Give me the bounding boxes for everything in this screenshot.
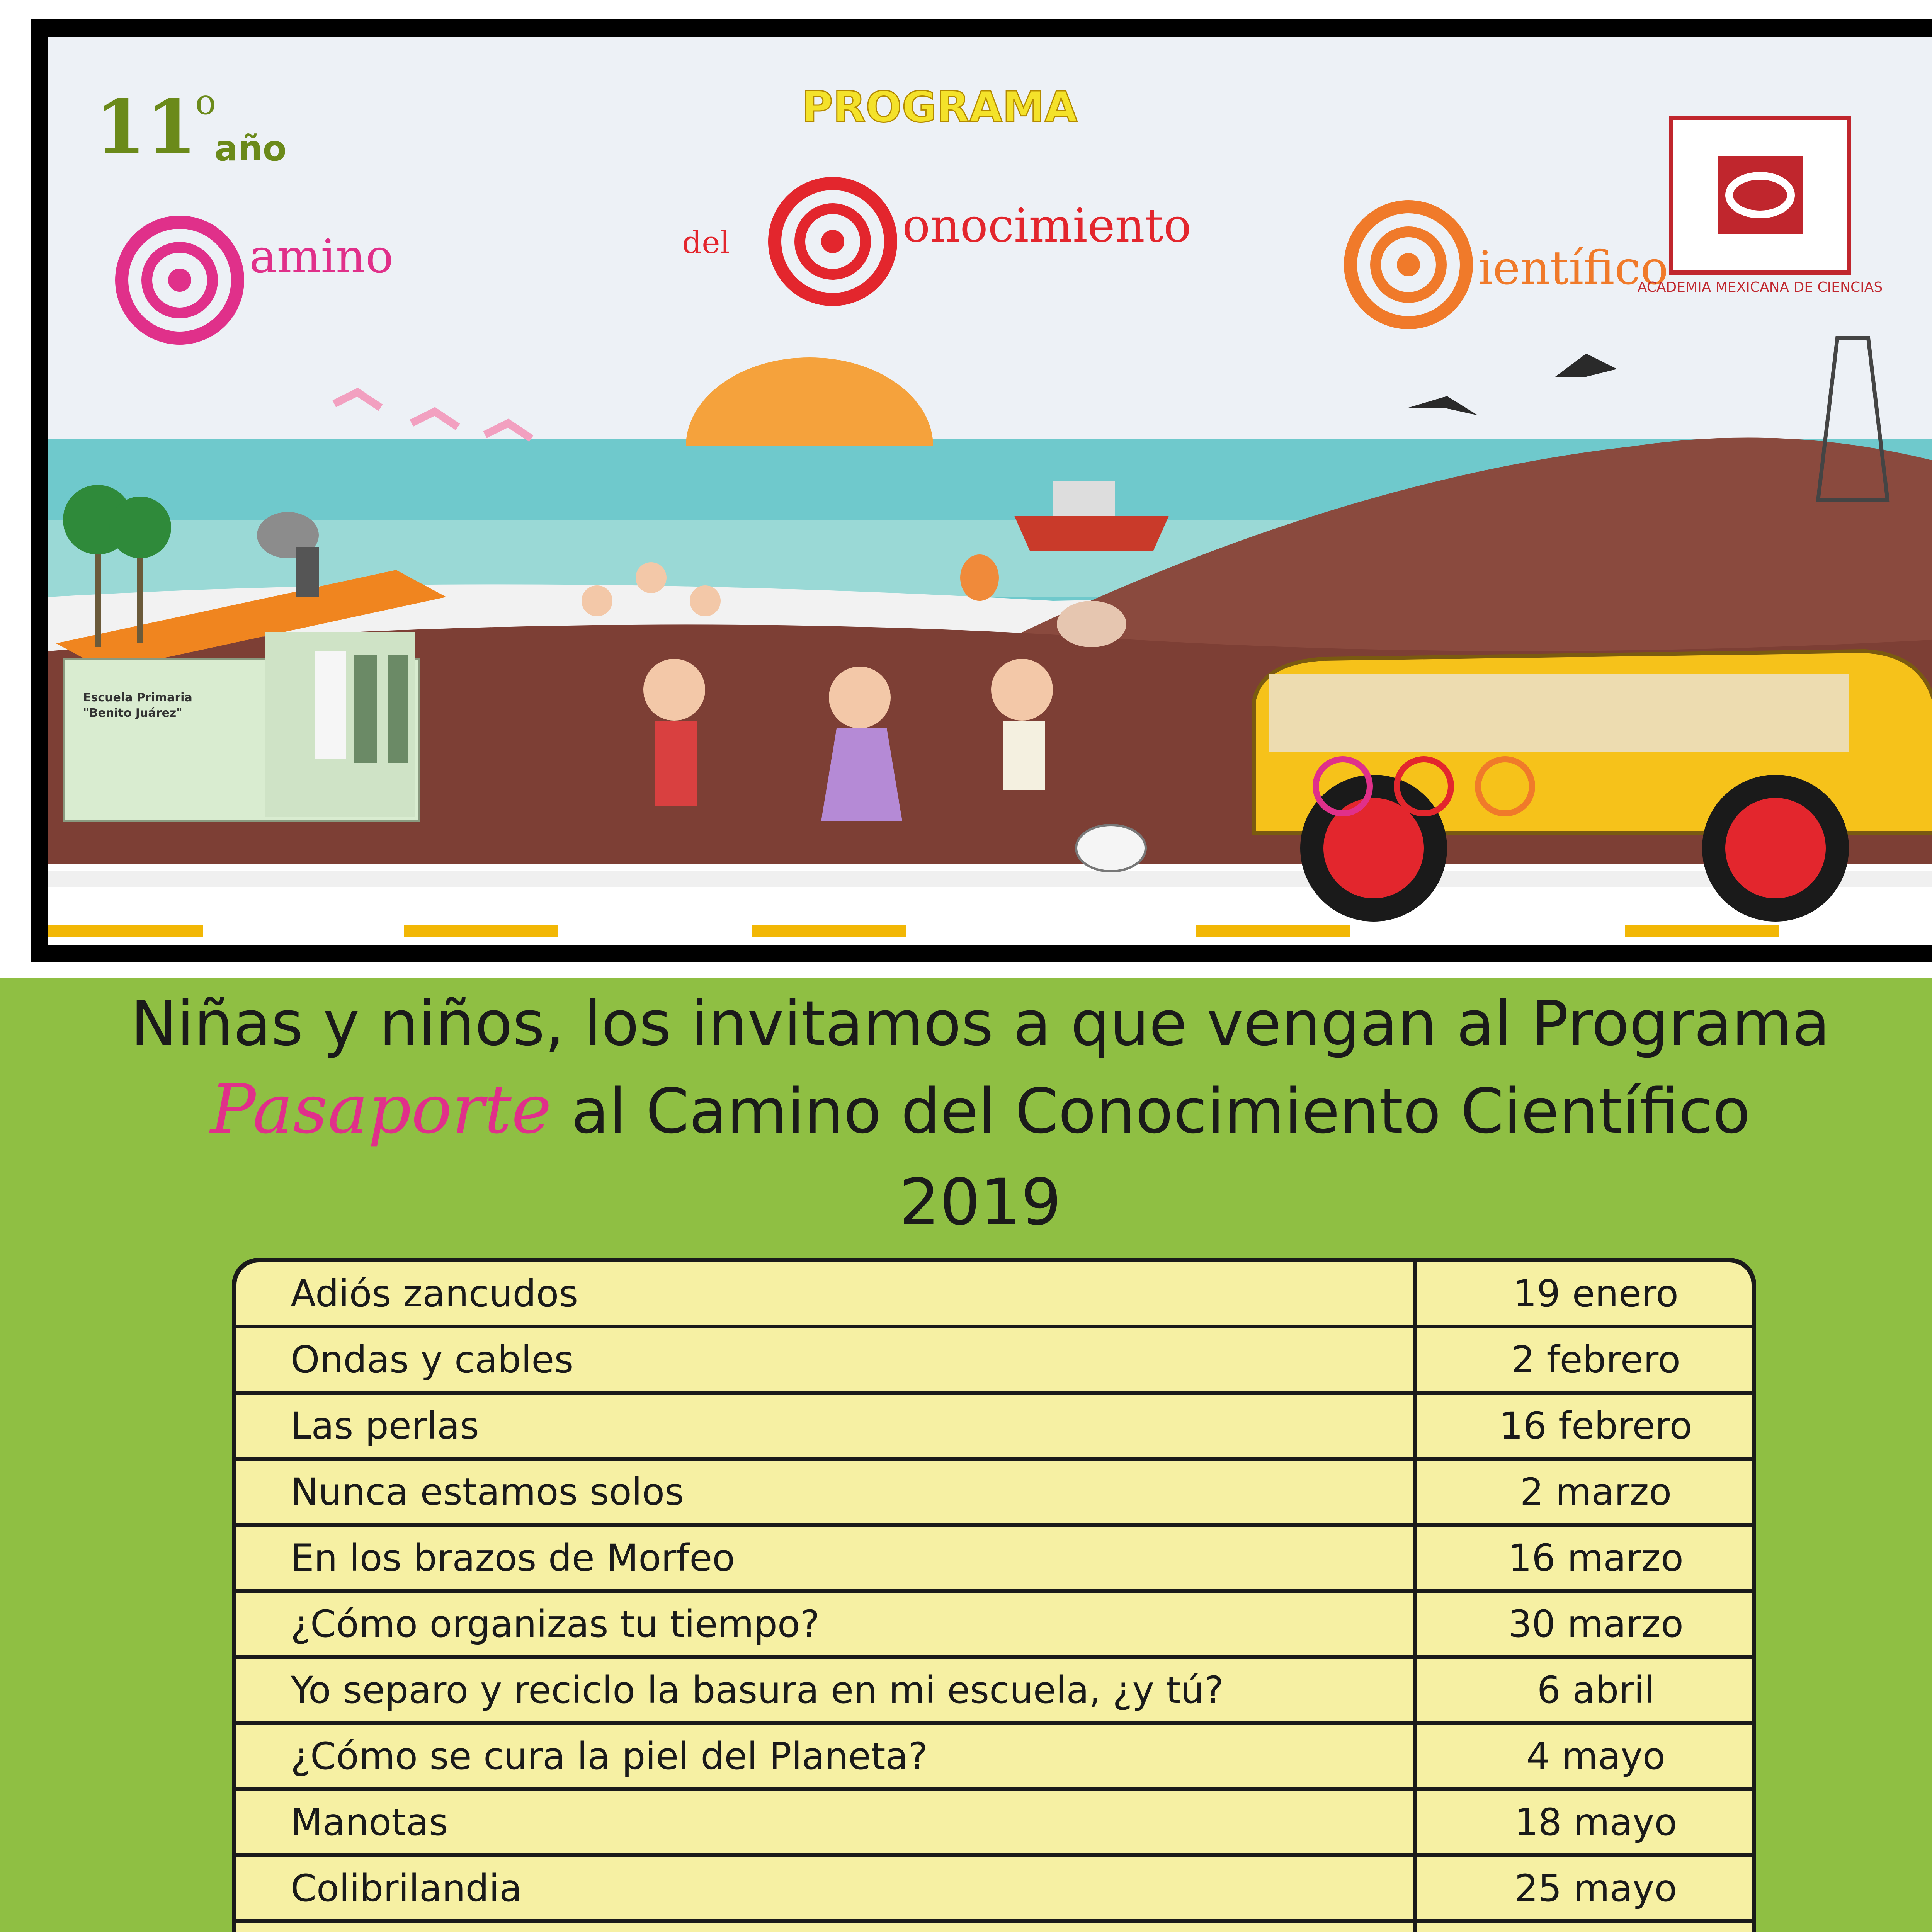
session-title: Adiós zancudos [236,1262,1417,1325]
program-year: 2019 [899,1165,1061,1239]
title-cientifico: ientífico [1478,242,1668,295]
edition-degree: o [195,82,216,122]
scene-artwork [48,37,1932,945]
session-title: ¿Cómo organizas tu tiempo? [236,1593,1417,1655]
session-title: Ondas y cables [236,1328,1417,1391]
schedule-row [236,1328,1752,1395]
schedule-row [236,1659,1752,1725]
session-date: 16 marzo [1508,1536,1684,1580]
title-del: del [682,224,730,260]
schedule-row [236,1461,1752,1527]
title-camino: amino [249,230,394,284]
session-date: 25 mayo [1514,1866,1677,1910]
session-title: Manotas [236,1791,1417,1853]
session-title: En los brazos de Morfeo [236,1527,1417,1589]
session-date: 18 mayo [1514,1800,1677,1844]
session-title: Yo separo y reciclo la basura en mi escuela, ¿y tú? [236,1659,1417,1721]
session-title: ¿Cómo se cura la piel del Planeta? [236,1725,1417,1787]
school-sign-line2: "Benito Juárez" [83,706,182,720]
schedule-row [236,1395,1752,1461]
invitation-line2-rest: al Camino del Conocimiento Científico [551,1075,1750,1147]
school-sign-line1: Escuela Primaria [83,691,192,704]
session-title: Las perlas [236,1395,1417,1457]
banner-frame [31,19,1932,962]
schedule-row [236,1791,1752,1857]
invitation-line1: Niñas y niños, los invitamos a que vengan al Programa [131,987,1830,1060]
session-date: 4 mayo [1526,1734,1665,1778]
schedule-row [236,1262,1752,1328]
title-conocimiento: onocimiento [902,199,1192,253]
schedule-table [232,1258,1756,1932]
edition-word: año [214,128,287,169]
program-label: PROGRAMA [802,82,1078,132]
pasaporte-highlight: Pasaporte [210,1070,552,1149]
schedule-row [236,1923,1752,1932]
session-date: 16 febrero [1499,1404,1692,1447]
session-date: 2 marzo [1520,1470,1672,1514]
session-title [236,1923,1417,1932]
academy-seal [1671,118,1849,272]
academy-seal-text: ACADEMIA MEXICANA DE CIENCIAS [1637,279,1883,295]
schedule-row [236,1593,1752,1659]
session-title: Colibrilandia [236,1857,1417,1919]
edition-number: 11 [95,84,197,170]
session-date: 6 abril [1537,1668,1655,1712]
invitation-line2 [0,1070,1932,1149]
schedule-row [236,1857,1752,1923]
session-date: 30 marzo [1508,1602,1684,1646]
session-date: 19 enero [1513,1272,1679,1315]
schedule-row [236,1725,1752,1791]
schedule-row [236,1527,1752,1593]
illustration-scene [48,37,1932,945]
session-title: Nunca estamos solos [236,1461,1417,1523]
session-date: 2 febrero [1511,1338,1680,1381]
